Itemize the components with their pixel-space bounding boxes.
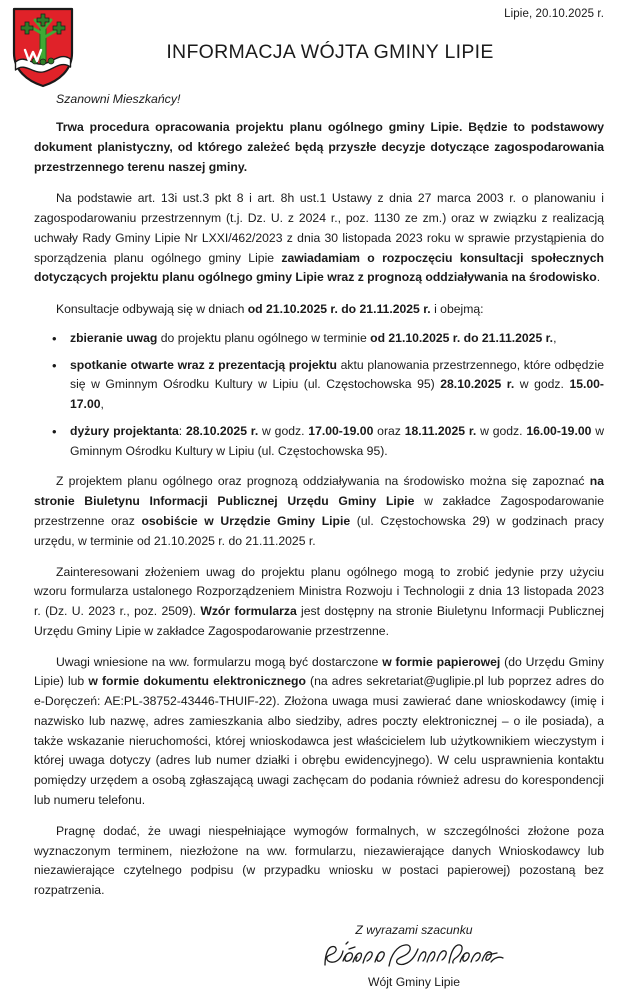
bullet-2-text: aktu planowania przestrzennego, które odbędzie się w Gminnym Ośrodku Kultury w Lipiu (ul. Częstochowska 95) — [70, 357, 604, 392]
legal-basis-text: Na podstawie art. 13i ust.3 pkt 8 i art. 8h ust.1 Ustawy z dnia 27 marca 2003 r. o planowaniu i zagospodarowaniu przestrzennym (t.j. Dz. U. z 2024 r., poz. 1130 ze zm.) oraz w związku z realizacją uchwały Rady Gminy Lipie Nr LXXI/462/2023 z dnia 30 listopada 2023 roku w sprawie przystąpienia do sporządzenia planu ogólnego gminy Lipie — [34, 191, 604, 265]
bullet-3-mid-2: oraz — [373, 423, 405, 438]
bullet-3-tail: w Gminnym Ośrodku Kultury w Lipiu (ul. Częstochowska 95). — [70, 423, 604, 458]
paragraph-formal-requirements — [34, 822, 604, 901]
signature-role: Wójt Gminy Lipie — [367, 974, 461, 989]
consultation-list — [34, 329, 604, 462]
submit-mid: (do Urzędu Gminy Lipie) lub — [34, 654, 604, 689]
form-lead: Zainteresowani złożeniem uwag do projektu planu ogólnego mogą to zrobić jedynie przy użyciu wzoru formularza ustalonego Rozporządzeniem Ministra Rozwoju i Technologii z dnia 13 listopada 2023 r. (Dz. U. 2023 r., poz. 2509). — [34, 564, 604, 619]
signature-block — [34, 923, 604, 989]
page-title: INFORMACJA WÓJTA GMINY LIPIE — [166, 41, 494, 64]
bullet-3-mid-3: w godz. — [476, 423, 527, 438]
where-mid: w zakładce Zagospodarowanie przestrzenne oraz — [34, 494, 605, 529]
form-template-label: Wzór formularza — [200, 604, 297, 619]
handwritten-signature-icon — [319, 939, 509, 973]
bullet-2-title: spotkanie otwarte wraz z prezentacją projektu — [70, 357, 337, 372]
paragraph-consultation-dates — [34, 300, 604, 320]
consultation-date-range: od 21.10.2025 r. do 21.11.2025 r. — [247, 302, 431, 317]
bullet-3-sep: : — [178, 423, 186, 438]
submit-electronic-form: w formie dokumentu elektronicznego — [88, 674, 306, 689]
bullet-2-hours: 15.00-17.00 — [70, 377, 604, 412]
bullet-1-text: do projektu planu ogólnego w terminie — [157, 330, 371, 345]
bullet-3-mid-1: w godz. — [258, 423, 309, 438]
salutation: Szanowni Mieszkańcy! — [56, 92, 181, 106]
list-item — [34, 356, 604, 415]
bullet-3-date-2: 18.11.2025 r. — [404, 423, 477, 438]
bullet-3-title: dyżury projektanta — [70, 423, 179, 438]
bullet-1-tail: , — [553, 330, 557, 345]
legal-basis-announcement: zawiadamiam o rozpoczęciu konsultacji społecznych dotyczących projektu planu ogólnego gminy Lipie wraz z prognozą oddziaływania na środowisko — [34, 250, 604, 285]
where-office: osobiście w Urzędzie Gminy Lipie — [141, 514, 351, 529]
consultation-tail: i obejmą: — [430, 302, 484, 317]
where-lead: Z projektem planu ogólnego oraz prognozą oddziaływania na środowisko można się zapoznać — [56, 474, 590, 489]
form-tail: jest dostępny na stronie Biuletynu Informacji Publicznej Urzędu Gminy Lipie w zakładce Zagospodarowanie przestrzenne. — [34, 604, 604, 638]
formal-requirements-text: Pragnę dodać, że uwagi niespełniające wymogów formalnych, w szczególności złożone poza wyznaczonym terminem, niezłożone na ww. formularzu, niezawierające danych Wnioskodawcy lub niezawierające czytelnego podpisu (w przypadku wniosku w postaci papierowej) pozostaną bez rozpatrzenia. — [34, 823, 604, 898]
document-date: Lipie, 20.10.2025 r. — [504, 8, 604, 20]
paragraph-intro-text: Trwa procedura opracowania projektu planu ogólnego gminy Lipie. Będzie to podstawowy dokument planistyczny, od którego zależeć będą przyszłe decyzje dotyczące zagospodarowania przestrzennego terenu naszej gminy. — [34, 120, 604, 174]
bullet-3-hours-1: 17.00-19.00 — [308, 423, 374, 438]
paragraph-intro — [34, 118, 604, 177]
document-header — [34, 0, 604, 88]
paragraph-form-template — [34, 563, 604, 642]
bullet-3-hours-2: 16.00-19.00 — [526, 423, 592, 438]
where-bip: na stronie Biuletynu Informacji Publicznej Urzędu Gminy Lipie — [34, 474, 604, 509]
bullet-2-date: 28.10.2025 r. — [440, 377, 515, 392]
legal-basis-period: . — [596, 270, 601, 285]
where-tail: (ul. Częstochowska 29) w godzinach pracy urzędu, w terminie od 21.10.2025 r. do 21.11.2025 r. — [34, 514, 605, 548]
signature-closing: Z wyrazami szacunku — [355, 922, 473, 937]
bullet-3-date-1: 28.10.2025 r. — [185, 423, 259, 438]
bullet-2-tail: , — [100, 397, 104, 412]
bullet-1-dates: od 21.10.2025 r. do 21.11.2025 r. — [370, 330, 554, 345]
paragraph-submission-methods — [34, 653, 604, 811]
consultation-lead: Konsultacje odbywają się w dniach — [56, 302, 248, 317]
list-item — [34, 422, 604, 462]
submit-tail: (na adres sekretariat@uglipie.pl lub poprzez adres do e-Doręczeń: AE:PL-38752-43446-THUIF-22). Złożona uwaga musi zawierać dane wnioskodawcy (imię i nazwisko lub nazwę, adres zamieszkania albo siedziby, adres poczty elektronicznej – o ile posiada), a także wskazanie nieruchomości, której wnioskodawca jest właścicielem lub użytkownikiem wieczystym i której uwaga dotyczy (adres lub numer działki i obrębu ewidencyjnego). W celu usprawnienia kontaktu pomiędzy urzędem a osobą zgłaszającą uwagi zachęcam do podania również adresu do korespondencji lub numeru telefonu. — [34, 674, 604, 807]
submit-paper-form: w formie papierowej — [382, 654, 501, 669]
submit-lead: Uwagi wniesione na ww. formularzu mogą być dostarczone — [56, 654, 383, 669]
bullet-1-title: zbieranie uwag — [70, 330, 158, 345]
bullet-2-mid: w godz. — [514, 377, 570, 392]
list-item — [34, 329, 604, 349]
paragraph-where-to-view — [34, 472, 604, 551]
paragraph-legal-basis — [34, 189, 604, 288]
